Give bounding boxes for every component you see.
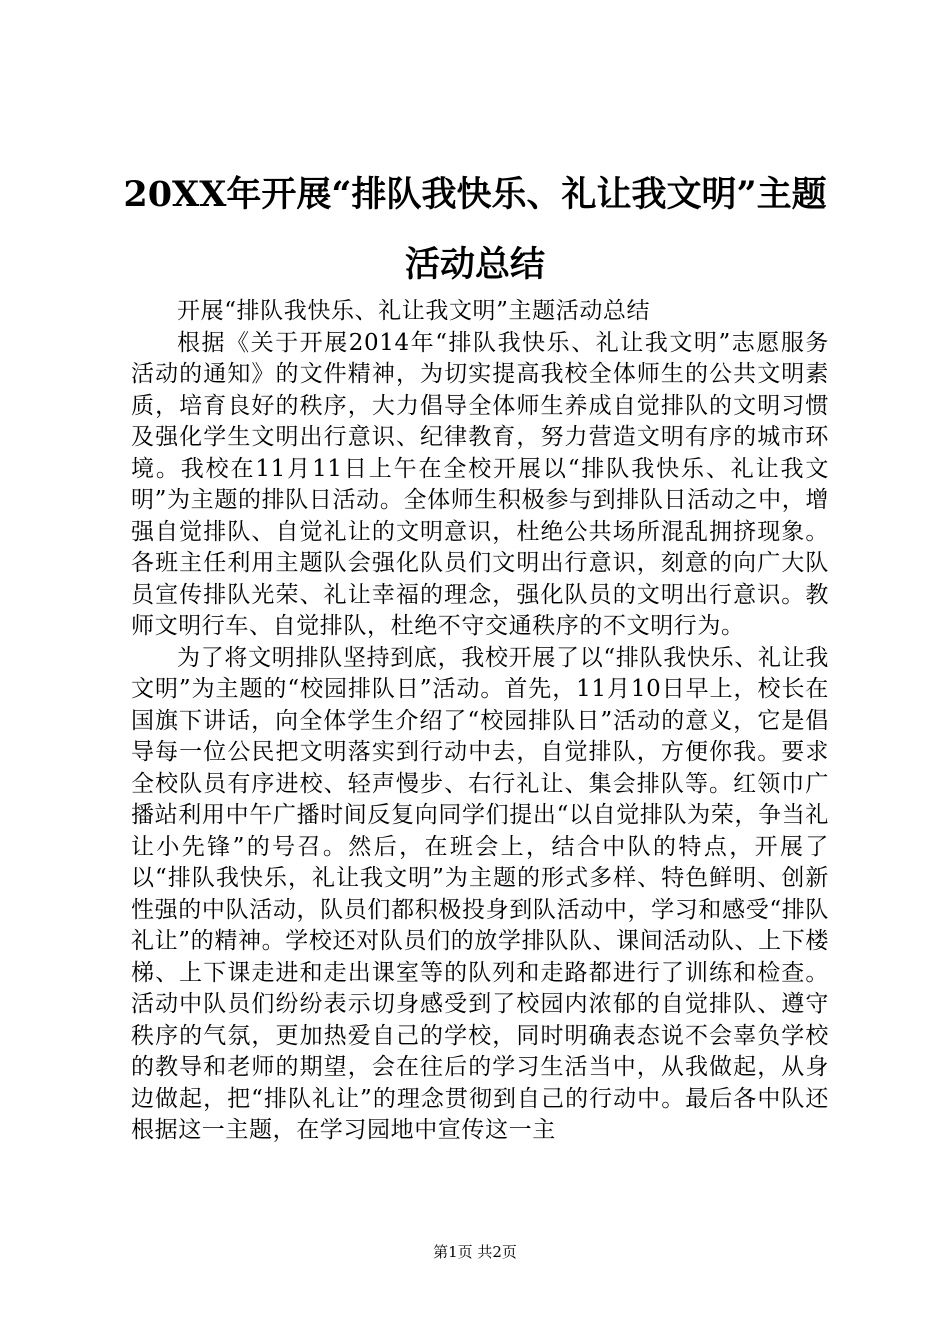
body-paragraph: 根据《关于开展2014年“排队我快乐、礼让我文明”志愿服务活动的通知》的文件精神，为切实提高我校全体师生的公共文明素质，培育良好的秩序，大力倡导全体师生养成自觉排队的文明习惯及强化学生文明出行意识、纪律教育，努力营造文明有序的城市环境。我校在11月11日上午在全校开展以“排队我快乐、礼让我文明”为主题的排队日活动。全体师生积极参与到排队日活动之中，增强自觉排队、自觉礼让的文明意识，杜绝公共场所混乱拥挤现象。各班主任利用主题队会强化队员们文明出行意识，刻意的向广大队员宣传排队光荣、礼让幸福的理念，强化队员的文明出行意识。教师文明行车、自觉排队，杜绝不守交通秩序的不文明行为。 [131, 329, 829, 639]
body-paragraph: 为了将文明排队坚持到底，我校开展了以“排队我快乐、礼让我文明”为主题的“校园排队日”活动。首先，11月10日早上，校长在国旗下讲话，向全体学生介绍了“校园排队日”活动的意义，它是倡导每一位公民把文明落实到行动中去，自觉排队，方便你我。要求全校队员有序进校、轻声慢步、右行礼让、集会排队等。红领巾广播站利用中午广播时间反复向同学们提出“以自觉排队为荣，争当礼让小先锋”的号召。然后，在班会上，结合中队的特点，开展了以“排队我快乐，礼让我文明”为主题的形式多样、特色鲜明、创新性强的中队活动，队员们都积极投身到队活动中，学习和感受“排队礼让”的精神。学校还对队员们的放学排队队、课间活动队、上下楼梯、上下课走进和走出课室等的队列和走路都进行了训练和检查。活动中队员们纷纷表示切身感受到了校园内浓郁的自觉排队、遵守秩序的气氛，更加热爱自己的学校，同时明确表态说不会辜负学校的教导和老师的期望，会在往后的学习生活当中，从我做起，从身边做起，把“排队礼让”的理念贯彻到自己的行动中。最后各中队还根据这一主题，在学习园地中宣传这一主 [131, 644, 829, 1143]
document-title: 20XX年开展“排队我快乐、礼让我文明”主题活动总结 [123, 174, 827, 285]
document-body [131, 296, 829, 1147]
subtitle-paragraph: 开展“排队我快乐、礼让我文明”主题活动总结 [177, 298, 651, 324]
page-footer: 第1页 共2页 [433, 1243, 517, 1261]
